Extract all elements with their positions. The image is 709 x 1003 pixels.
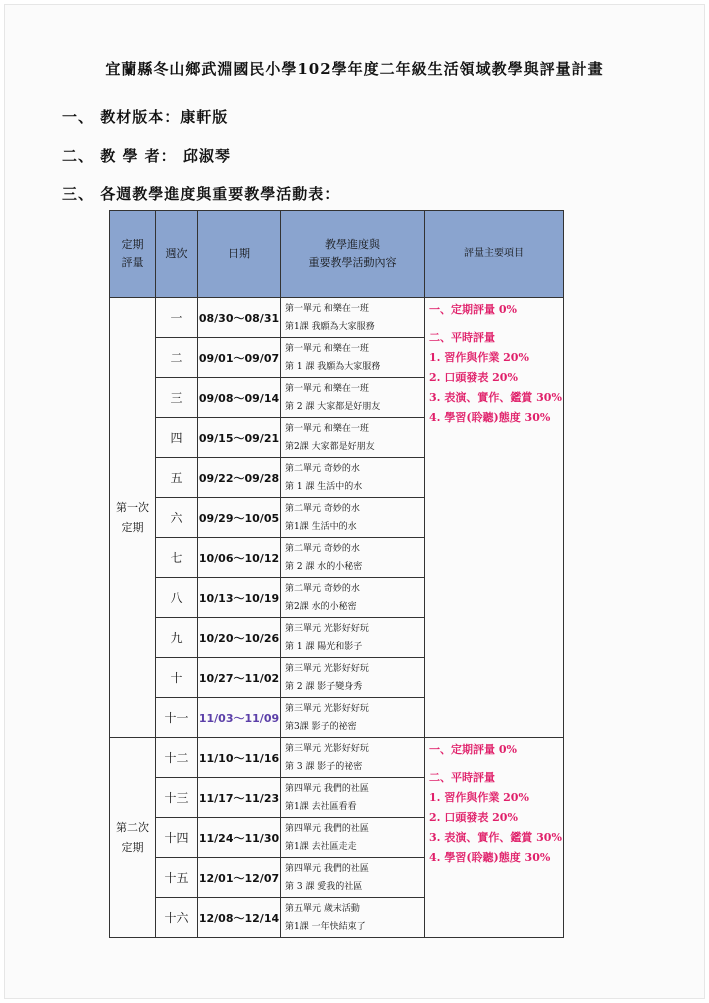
week-date-range: 10/06～10/12	[198, 538, 281, 578]
section-teacher: 二、 教 學 者： 邱淑琴	[62, 147, 231, 165]
week-content	[281, 698, 425, 738]
lesson-title: 第 2 課 大家都是好朋友	[285, 401, 381, 412]
week-number: 十六	[156, 898, 198, 938]
unit-title: 第三單元 光影好好玩	[285, 743, 369, 754]
unit-title: 第三單元 光影好好玩	[285, 663, 369, 674]
week-date-range: 09/01～09/07	[198, 338, 281, 378]
week-content	[281, 738, 425, 778]
week-date-range: 10/20～10/26	[198, 618, 281, 658]
week-number: 五	[156, 458, 198, 498]
week-date-range: 10/13～10/19	[198, 578, 281, 618]
week-number: 六	[156, 498, 198, 538]
evaluation-item: 4. 學習(聆聽)態度 30%	[429, 851, 551, 864]
lesson-title: 第 1 課 我願為大家服務	[285, 361, 381, 372]
week-date-range: 11/10～11/16	[198, 738, 281, 778]
unit-title: 第二單元 奇妙的水	[285, 583, 360, 594]
unit-title: 第三單元 光影好好玩	[285, 703, 369, 714]
week-content	[281, 858, 425, 898]
week-content	[281, 378, 425, 418]
week-number: 二	[156, 338, 198, 378]
week-date-range: 08/30～08/31	[198, 298, 281, 338]
week-date-range: 12/08～12/14	[198, 898, 281, 938]
week-number: 十二	[156, 738, 198, 778]
lesson-title: 第1課 去社區走走	[285, 841, 357, 852]
week-content	[281, 618, 425, 658]
evaluation-item: 二、平時評量	[429, 331, 495, 344]
unit-title: 第二單元 奇妙的水	[285, 463, 360, 474]
unit-title: 第四單元 我們的社區	[285, 863, 369, 874]
week-content	[281, 818, 425, 858]
header-date: 日期	[198, 211, 281, 298]
evaluation-item: 4. 學習(聆聽)態度 30%	[429, 411, 551, 424]
section-schedule-heading: 三、 各週教學進度與重要教學活動表：	[62, 185, 341, 203]
unit-title: 第五單元 歲末活動	[285, 903, 360, 914]
period-label: 第二次 定期	[110, 738, 156, 938]
week-content	[281, 498, 425, 538]
evaluation-item: 3. 表演、實作、鑑賞 30%	[429, 831, 562, 844]
week-number: 四	[156, 418, 198, 458]
table-row	[110, 298, 564, 338]
unit-title: 第一單元 和樂在一班	[285, 303, 369, 314]
week-number: 十五	[156, 858, 198, 898]
week-number: 九	[156, 618, 198, 658]
week-content	[281, 578, 425, 618]
lesson-title: 第 1 課 陽光和影子	[285, 641, 363, 652]
evaluation-item: 3. 表演、實作、鑑賞 30%	[429, 391, 562, 404]
week-date-range: 11/17～11/23	[198, 778, 281, 818]
period-label: 第一次 定期	[110, 298, 156, 738]
unit-title: 第二單元 奇妙的水	[285, 543, 360, 554]
lesson-title: 第 2 課 影子變身秀	[285, 681, 363, 692]
lesson-title: 第 3 課 愛我的社區	[285, 881, 363, 892]
evaluation-item: 2. 口頭發表 20%	[429, 371, 518, 384]
unit-title: 第四單元 我們的社區	[285, 783, 369, 794]
unit-title: 第三單元 光影好好玩	[285, 623, 369, 634]
week-number: 三	[156, 378, 198, 418]
unit-title: 第一單元 和樂在一班	[285, 383, 369, 394]
header-content: 教學進度與 重要教學活動內容	[281, 211, 425, 298]
schedule-table	[109, 210, 564, 938]
lesson-title: 第2課 大家都是好朋友	[285, 441, 375, 452]
table-header-row	[110, 211, 564, 298]
week-date-range: 09/08～09/14	[198, 378, 281, 418]
evaluation-item: 1. 習作與作業 20%	[429, 791, 529, 804]
lesson-title: 第3課 影子的祕密	[285, 721, 357, 732]
week-number: 十	[156, 658, 198, 698]
week-date-range: 11/24～11/30	[198, 818, 281, 858]
lesson-title: 第1課 去社區看看	[285, 801, 357, 812]
week-date-range: 10/27～11/02	[198, 658, 281, 698]
week-content	[281, 418, 425, 458]
week-content	[281, 458, 425, 498]
week-content	[281, 778, 425, 818]
week-date-range: 12/01～12/07	[198, 858, 281, 898]
lesson-title: 第1課 一年快結束了	[285, 921, 366, 932]
evaluation-items	[425, 738, 564, 938]
header-period: 定期 評量	[110, 211, 156, 298]
evaluation-item: 一、定期評量 0%	[429, 743, 517, 756]
week-number: 十四	[156, 818, 198, 858]
evaluation-item: 一、定期評量 0%	[429, 303, 517, 316]
week-number: 十一	[156, 698, 198, 738]
lesson-title: 第1課 我願為大家服務	[285, 321, 375, 332]
week-content	[281, 298, 425, 338]
week-number: 一	[156, 298, 198, 338]
week-number: 七	[156, 538, 198, 578]
week-content	[281, 658, 425, 698]
table-row	[110, 738, 564, 778]
unit-title: 第四單元 我們的社區	[285, 823, 369, 834]
section-textbook-version: 一、 教材版本：康軒版	[62, 108, 229, 126]
lesson-title: 第2課 水的小秘密	[285, 601, 357, 612]
unit-title: 第一單元 和樂在一班	[285, 343, 369, 354]
evaluation-item: 二、平時評量	[429, 771, 495, 784]
lesson-title: 第 2 課 水的小秘密	[285, 561, 363, 572]
week-date-range: 09/22～09/28	[198, 458, 281, 498]
week-content	[281, 538, 425, 578]
lesson-title: 第 3 課 影子的祕密	[285, 761, 363, 772]
evaluation-item	[429, 320, 563, 328]
lesson-title: 第 1 課 生活中的水	[285, 481, 363, 492]
header-eval: 評量主要項目	[425, 211, 564, 298]
evaluation-item	[429, 760, 563, 768]
week-date-range: 09/15～09/21	[198, 418, 281, 458]
week-number: 八	[156, 578, 198, 618]
lesson-title: 第1課 生活中的水	[285, 521, 357, 532]
evaluation-item: 2. 口頭發表 20%	[429, 811, 518, 824]
header-week: 週次	[156, 211, 198, 298]
document-title: 宜蘭縣冬山鄉武淵國民小學102學年度二年級生活領域教學與評量計畫	[105, 60, 604, 78]
unit-title: 第二單元 奇妙的水	[285, 503, 360, 514]
week-content	[281, 898, 425, 938]
week-date-range: 11/03～11/09	[198, 698, 281, 738]
week-content	[281, 338, 425, 378]
unit-title: 第一單元 和樂在一班	[285, 423, 369, 434]
evaluation-items	[425, 298, 564, 738]
evaluation-item: 1. 習作與作業 20%	[429, 351, 529, 364]
week-date-range: 09/29～10/05	[198, 498, 281, 538]
week-number: 十三	[156, 778, 198, 818]
